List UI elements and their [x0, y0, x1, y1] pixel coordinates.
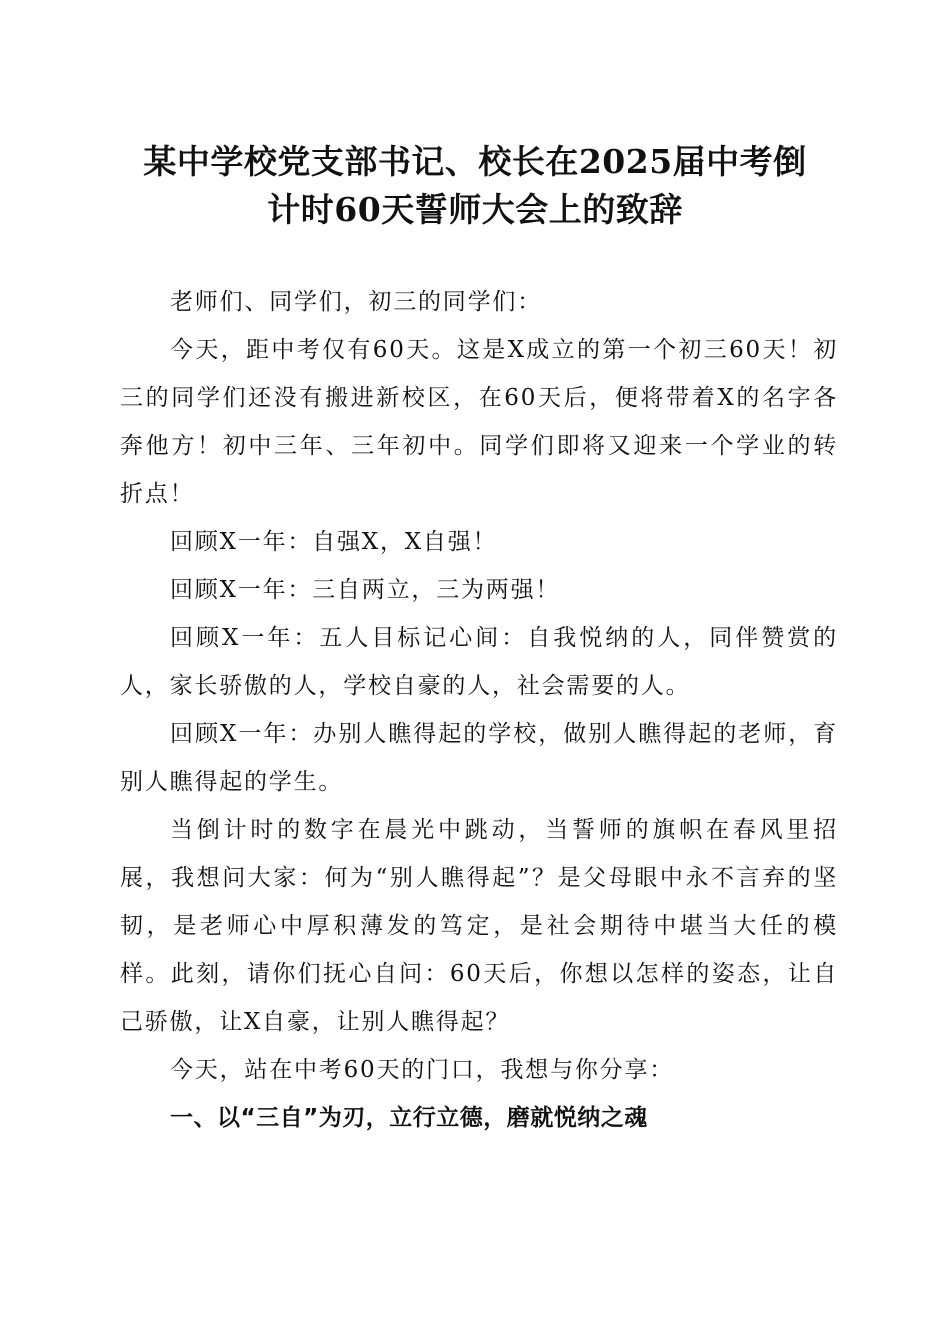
paragraph: 回顾X一年：三自两立，三为两强！ — [170, 577, 561, 603]
paragraph: 回顾X一年：五人目标记心间：自我悦纳的人，同伴赞赏的人，家长骄傲的人，学校自豪的人，社会需要的人。 — [120, 625, 838, 699]
section-heading: 一、以“三自”为刃，立行立德，磨就悦纳之魂 — [170, 1105, 648, 1131]
document-title — [60, 138, 890, 234]
paragraph: 回顾X一年：自强X，X自强！ — [170, 529, 498, 555]
paragraph: 今天，站在中考60天的门口，我想与你分享： — [170, 1057, 675, 1083]
title-line-2: 计时60天誓师大会上的致辞 — [267, 190, 683, 229]
document-body — [120, 278, 838, 1142]
paragraph: 当倒计时的数字在晨光中跳动，当誓师的旗帜在春风里招展，我想问大家：何为“别人瞧得起”？是父母眼中永不言弃的坚韧，是老师心中厚积薄发的笃定，是社会期待中堪当大任的模样。此刻，请你们抚心自问：60天后，你想以怎样的姿态，让自己骄傲，让X自豪，让别人瞧得起？ — [120, 817, 838, 1035]
paragraph: 今天，距中考仅有60天。这是X成立的第一个初三60天！初三的同学们还没有搬进新校区，在60天后，便将带着X的名字各奔他方！初中三年、三年初中。同学们即将又迎来一个学业的转折点！ — [120, 337, 838, 507]
title-line-1: 某中学校党支部书记、校长在2025届中考倒 — [143, 142, 807, 181]
paragraph-salutation: 老师们、同学们，初三的同学们： — [170, 289, 542, 315]
paragraph: 回顾X一年：办别人瞧得起的学校，做别人瞧得起的老师，育别人瞧得起的学生。 — [120, 721, 838, 795]
